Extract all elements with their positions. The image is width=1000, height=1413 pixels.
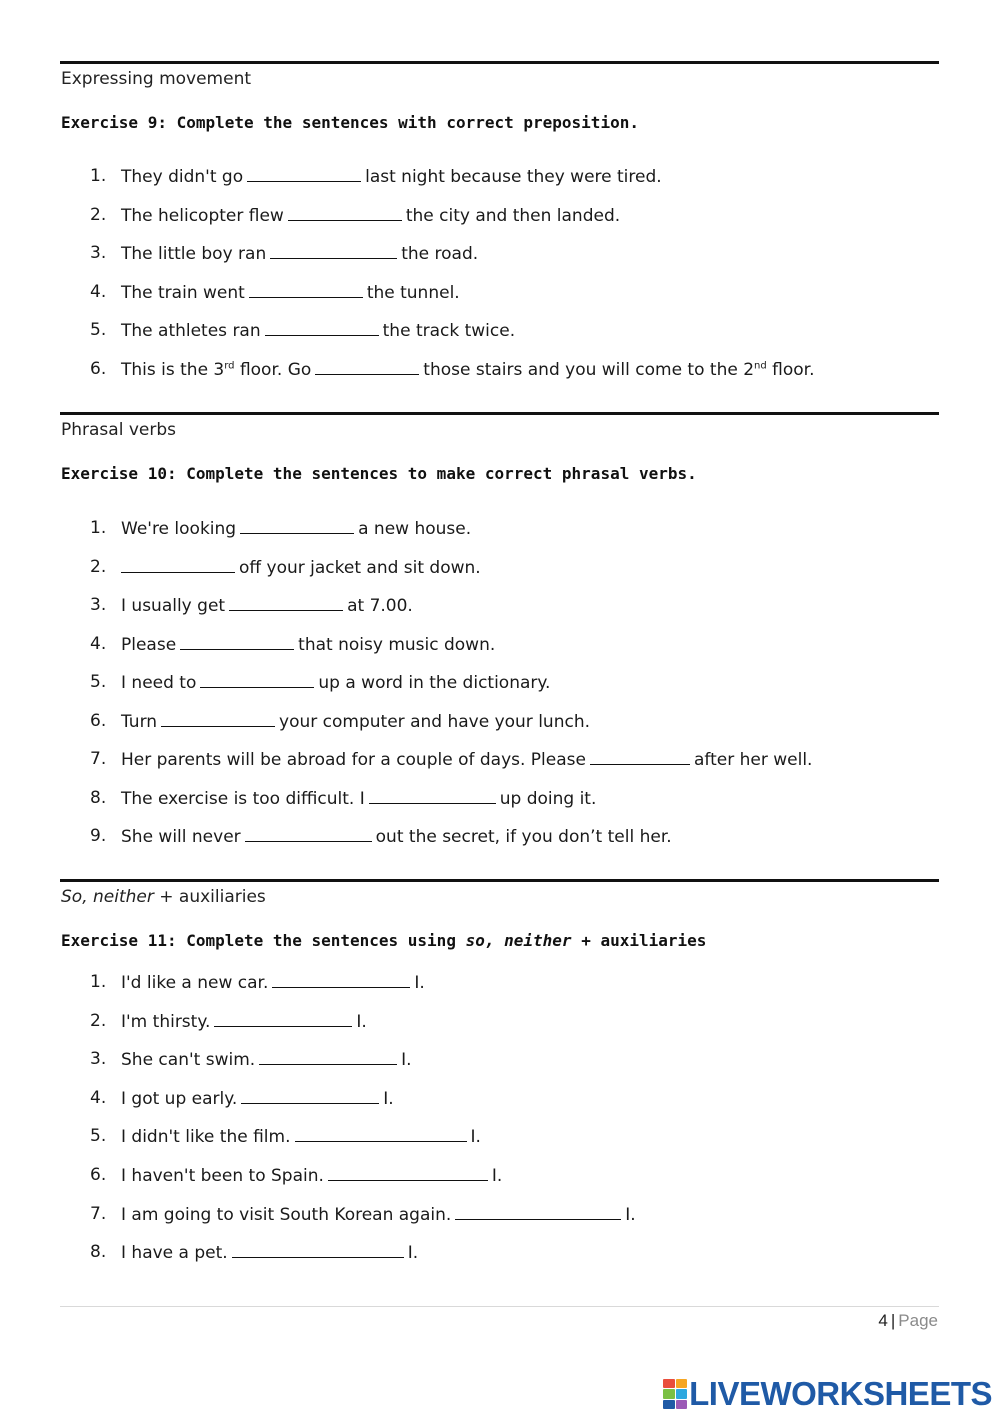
answer-blank[interactable] bbox=[590, 749, 690, 765]
answer-blank[interactable] bbox=[247, 166, 361, 182]
answer-blank[interactable] bbox=[288, 205, 402, 221]
answer-blank[interactable] bbox=[259, 1049, 397, 1065]
section-title-movement: Expressing movement bbox=[61, 69, 252, 89]
answer-blank[interactable] bbox=[295, 1126, 467, 1142]
section-divider bbox=[60, 879, 939, 882]
worksheet-page: Expressing movement Exercise 9: Complete the sentences with correct preposition. 1. They didn't go last night because they were tired. 2. The helicopter flew the city and then landed. 3. The little boy ran the road. 4. The train went the tunnel. 5. The athletes ran the track twice. 6. This is the 3rd floor. Go those stairs and you will come to the 2nd floor. Phrasal verbs Exercise 10: Complete the sentences to make correct phrasal verbs. 1. We're looking a new house. 2. off your jacket and sit down. 3. I usually get at 7.00. 4. Please that noisy music down. 5. I need to up a word in the dictionary. 6. Turn your computer and have your lunch. 7. Her parents will be abroad for a couple of days. Please after her well. 8. The exercise is too difficult. I up doing it. 9. She will never out the secret, if you don’t tell her. So, neither + auxiliaries Exercise 11: Complete the sentences using so, neither + auxiliaries 1. I'd like a new car. I. 2. I'm thirsty. I. 3. She can't swim. I. 4. I got up early. I. 5. I didn't like the film. I. 6. I haven't been to Spain. I. 7. I am going to visit South Korean again. I. 8. I have a pet. I. 4 | Page LIVEWORKSHEETS bbox=[0, 0, 1000, 1413]
answer-blank[interactable] bbox=[245, 826, 372, 842]
answer-blank[interactable] bbox=[249, 282, 363, 298]
exercise-11-title: Exercise 11: Complete the sentences using so, neither + auxiliaries bbox=[61, 931, 707, 950]
section-divider bbox=[60, 412, 939, 415]
section-title-so-neither: So, neither + auxiliaries bbox=[61, 887, 266, 907]
exercise-9-title: Exercise 9: Complete the sentences with correct preposition. bbox=[61, 113, 639, 132]
footer-divider bbox=[60, 1306, 939, 1307]
answer-blank[interactable] bbox=[241, 1088, 379, 1104]
answer-blank[interactable] bbox=[455, 1204, 621, 1220]
answer-blank[interactable] bbox=[315, 359, 419, 375]
answer-blank[interactable] bbox=[270, 243, 397, 259]
answer-blank[interactable] bbox=[232, 1242, 404, 1258]
brand-name: LIVEWORKSHEETS bbox=[689, 1375, 992, 1412]
section-divider bbox=[60, 61, 939, 64]
answer-blank[interactable] bbox=[200, 672, 314, 688]
answer-blank[interactable] bbox=[161, 711, 275, 727]
answer-blank[interactable] bbox=[328, 1165, 488, 1181]
liveworksheets-logo-icon bbox=[663, 1379, 687, 1409]
answer-blank[interactable] bbox=[265, 320, 379, 336]
section-title-phrasal-verbs: Phrasal verbs bbox=[61, 420, 176, 440]
answer-blank[interactable] bbox=[121, 557, 235, 573]
answer-blank[interactable] bbox=[214, 1011, 352, 1027]
answer-blank[interactable] bbox=[180, 634, 294, 650]
exercise-10-title: Exercise 10: Complete the sentences to make correct phrasal verbs. bbox=[61, 464, 697, 483]
page-number: 4 | Page bbox=[878, 1311, 938, 1330]
answer-blank[interactable] bbox=[229, 595, 343, 611]
answer-blank[interactable] bbox=[272, 972, 410, 988]
answer-blank[interactable] bbox=[240, 518, 354, 534]
liveworksheets-brand bbox=[663, 1375, 992, 1413]
answer-blank[interactable] bbox=[369, 788, 496, 804]
